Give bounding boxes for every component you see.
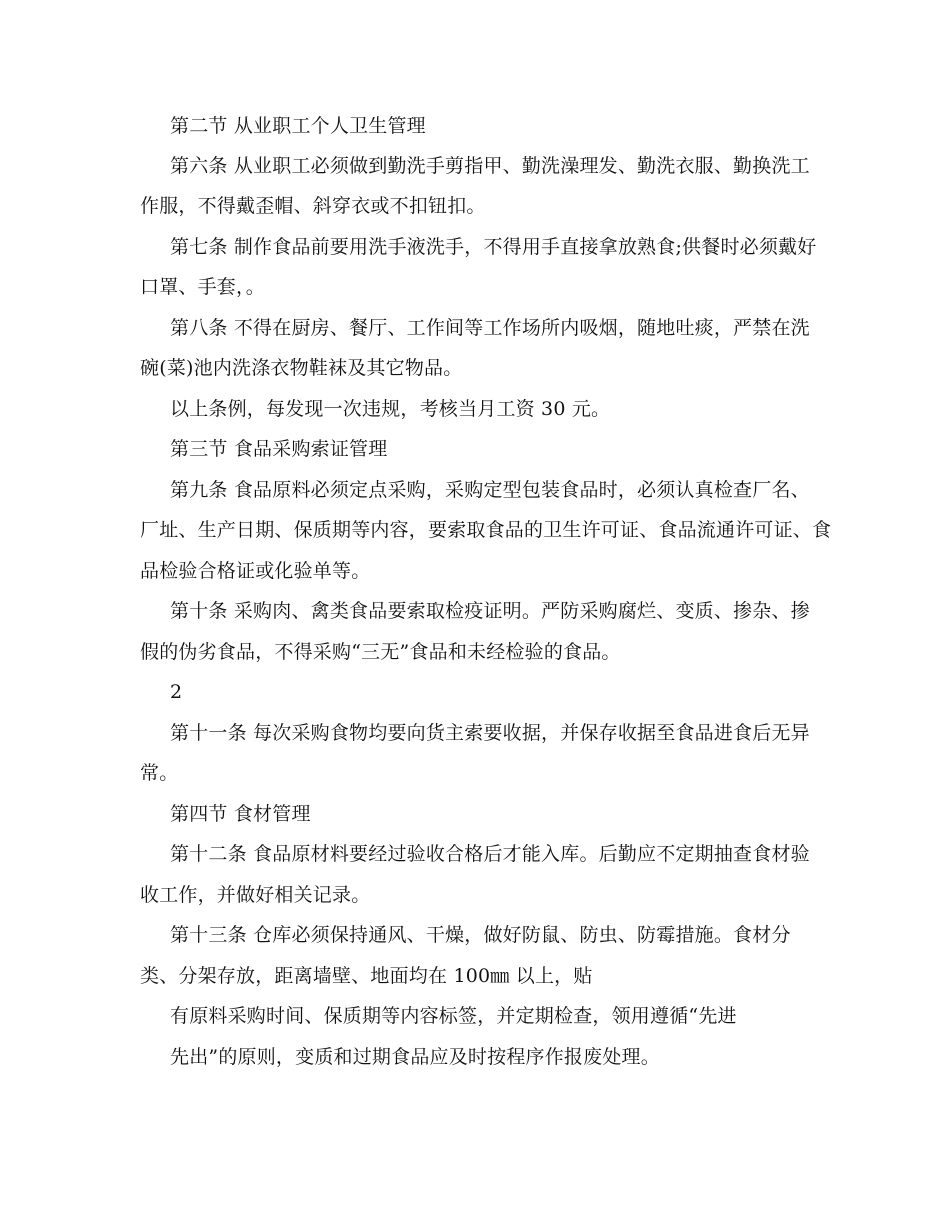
article-8-line-2: 碗(菜)池内洗涤衣物鞋袜及其它物品。 (140, 357, 463, 379)
article-13-line-1: 第十三条 仓库必须保持通风、干燥，做好防鼠、防虫、防霉措施。食材分 (170, 924, 791, 946)
section-heading-3: 第三节 食品采购索证管理 (170, 438, 388, 460)
article-6-line-1: 第六条 从业职工必须做到勤洗手剪指甲、勤洗澡理发、勤洗衣服、勤换洗工 (170, 155, 810, 177)
page-number: 2 (170, 681, 183, 703)
article-9-line-3: 品检验合格证或化验单等。 (140, 560, 371, 582)
article-13-line-4: 先出”的原则，变质和过期食品应及时按程序作报废处理。 (170, 1046, 660, 1068)
article-10-line-2: 假的伪劣食品，不得采购“三无”食品和未经检验的食品。 (140, 641, 621, 663)
article-13-line-3: 有原料采购时间、保质期等内容标签，并定期检查，领用遵循“先进 (170, 1005, 737, 1027)
article-9-line-2: 厂址、生产日期、保质期等内容，要索取食品的卫生许可证、食品流通许可证、食 (140, 519, 832, 541)
article-8-line-1: 第八条 不得在厨房、餐厅、工作间等工作场所内吸烟，随地吐痰，严禁在洗 (170, 317, 810, 339)
article-12-line-2: 收工作，并做好相关记录。 (140, 884, 371, 906)
section-heading-2: 第二节 从业职工个人卫生管理 (170, 115, 426, 137)
article-7-line-1: 第七条 制作食品前要用洗手液洗手，不得用手直接拿放熟食;供餐时必须戴好 (170, 236, 817, 258)
article-11-line-1: 第十一条 每次采购食物均要向货主索要收据，并保存收据至食品进食后无异 (170, 722, 810, 744)
article-6-line-2: 作服，不得戴歪帽、斜穿衣或不扣钮扣。 (140, 195, 486, 217)
article-12-line-1: 第十二条 食品原材料要经过验收合格后才能入库。后勤应不定期抽查食材验 (170, 843, 810, 865)
article-11-line-2: 常。 (140, 762, 179, 784)
article-13-line-2: 类、分架存放，距离墙壁、地面均在 100㎜ 以上，贴 (140, 965, 593, 987)
article-10-line-1: 第十条 采购肉、禽类食品要索取检疫证明。严防采购腐烂、变质、掺杂、掺 (170, 600, 810, 622)
article-7-line-2: 口罩、手套，。 (140, 276, 265, 298)
section-heading-4: 第四节 食材管理 (170, 803, 311, 825)
article-9-line-1: 第九条 食品原料必须定点采购，采购定型包装食品时，必须认真检查厂名、 (170, 479, 810, 501)
penalty-note: 以上条例，每发现一次违规，考核当月工资 30 元。 (170, 398, 611, 420)
